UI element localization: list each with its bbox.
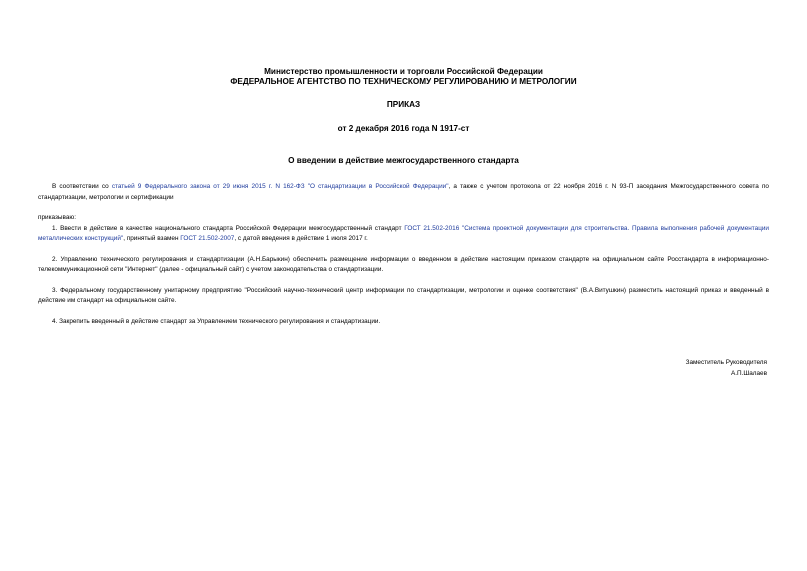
preamble-paragraph (38, 182, 769, 203)
signatory-name: А.П.Шалаев (730, 369, 767, 377)
order-subject: О введении в действие межгосударственного стандарта (288, 156, 519, 165)
order-word: приказываю: (38, 214, 76, 221)
document-body (38, 182, 769, 327)
order-date-number: от 2 декабря 2016 года N 1917-ст (337, 124, 470, 133)
law-link[interactable]: статьей 9 Федерального закона от 29 июня 2015 г. N 162-ФЗ "О стандартизации в Российской Федерации" (111, 183, 449, 190)
gost-2016-link[interactable]: ГОСТ 21.502-2016 "Система проектной документации для строительства. Правила выполнения рабочей документации металлических конструкций" (38, 224, 769, 242)
item-3-paragraph: 3. Федеральному государственному унитарному предприятию "Российский научно-технический центр информации по стандартизации, метрологии и оценке соответствия" (В.А.Витушкин) разместить настоящий приказ и введенный в действие им стандарт на официальном сайте. (38, 286, 769, 304)
ministry-name: Министерство промышленности и торговли Российской Федерации (264, 67, 543, 76)
preamble-text-before: В соответствии со (52, 183, 112, 190)
header-block (0, 67, 807, 87)
item-4-paragraph: 4. Закрепить введенный в действие стандарт за Управлением технического регулирования и стандартизации. (52, 317, 381, 325)
document-type: ПРИКАЗ (386, 100, 421, 109)
signatory-position: Заместитель Руководителя (685, 359, 767, 366)
item-1-text-after: , с датой введения в действие 1 июля 2017 г. (234, 235, 368, 242)
item-1-text-before: 1. Ввести в действие в качестве национального стандарта Российской Федерации межгосударственный стандарт (52, 224, 405, 232)
item-1-paragraph (38, 224, 769, 245)
item-2-paragraph: 2. Управлению технического регулирования и стандартизации (А.Н.Барыкин) обеспечить размещение информации о введенном в действие настоящим приказом стандарте на официальном сайте Росстандарта в информационно-телекоммуникационной сети "Интернет" (далее - официальный сайт) с учетом законодательства о стандартизации. (38, 255, 769, 273)
signature-block (686, 358, 767, 379)
item-1-text-middle: , принятый взамен (123, 235, 181, 242)
agency-name: ФЕДЕРАЛЬНОЕ АГЕНТСТВО ПО ТЕХНИЧЕСКОМУ РЕГУЛИРОВАНИЮ И МЕТРОЛОГИИ (230, 77, 577, 86)
preamble-text-after: , а также с учетом протокола от 22 ноября 2016 г. N 93-П заседания Межгосударственного совета по стандартизации, метрологии и сертификации (38, 183, 769, 201)
gost-2007-link[interactable]: ГОСТ 21.502-2007 (180, 235, 235, 242)
